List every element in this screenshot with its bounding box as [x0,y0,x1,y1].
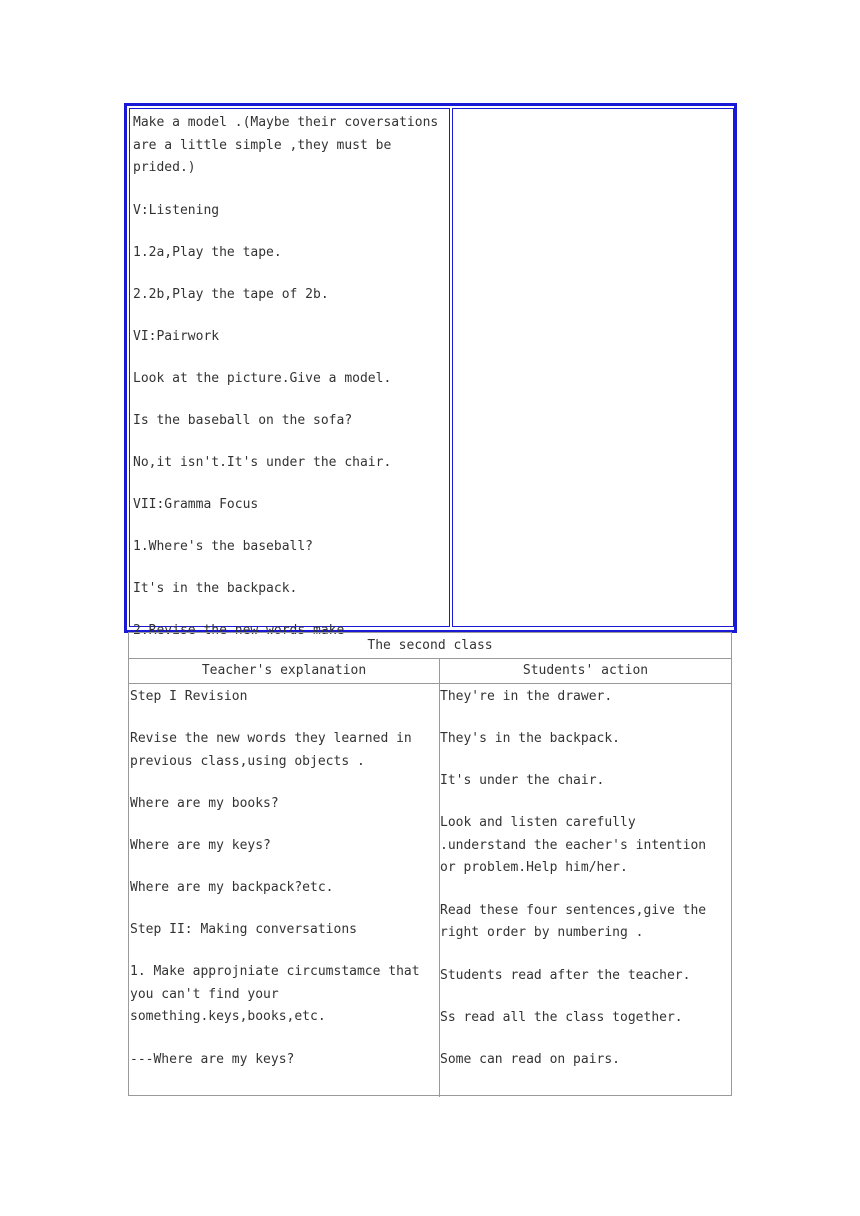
step-text: 2.Revise the new words make [133,622,345,638]
example-question: Where are my keys? [130,838,271,853]
section-heading-listening: V:Listening [133,202,220,218]
column-header-students: Students' action [440,659,731,684]
student-action: Some can read on pairs. [440,1051,621,1067]
step-text: Revise the new words they learned in previous class,using objects . [130,731,412,769]
step-heading: Step II: Making conversations [130,922,357,937]
step-text: 1. Make approjniate circumstamce that you can't find your something.keys,books,etc. [130,964,420,1024]
student-response: They's in the backpack. [440,731,621,746]
empty-cell [452,108,734,627]
table-title: The second class [129,633,731,659]
student-action: Look and listen carefully .understand the eacher's intention or problem.Help him/her. [440,815,707,875]
student-action: Read these four sentences,give the right order by numbering . [440,902,707,940]
step-text: 1.2a,Play the tape. [133,244,282,260]
example-question: ---Where are my keys? [130,1051,295,1067]
lesson-table-second-class [128,632,732,1096]
student-response: They're in the drawer. [440,689,613,704]
step-text: Look at the picture.Give a model. [133,370,392,386]
students-action-cell [440,684,730,1097]
student-action: Students read after the teacher. [440,967,691,983]
step-heading: Step I Revision [130,689,248,704]
example-question: Is the baseball on the sofa? [133,412,353,428]
example-question: Where are my books? [130,796,279,811]
example-answer: It's in the backpack. [133,580,298,596]
column-header-teacher: Teacher's explanation [129,659,440,684]
student-action: Ss read all the class together. [440,1009,683,1025]
procedure-cell [129,108,450,638]
student-response: It's under the chair. [440,773,605,788]
example-question: 1.Where's the baseball? [133,538,314,554]
section-heading-pairwork: VI:Pairwork [133,328,220,344]
section-heading-grammar: VII:Gramma Focus [133,496,259,512]
lesson-table-top [124,103,737,638]
example-answer: No,it isn't.It's under the chair. [133,454,392,470]
example-question: Where are my backpack?etc. [130,880,334,895]
model-note: Make a model .(Maybe their coversations are a little simple ,they must be prided.) [133,115,439,175]
teacher-explanation-cell [129,684,440,1097]
step-text: 2.2b,Play the tape of 2b. [133,286,329,302]
